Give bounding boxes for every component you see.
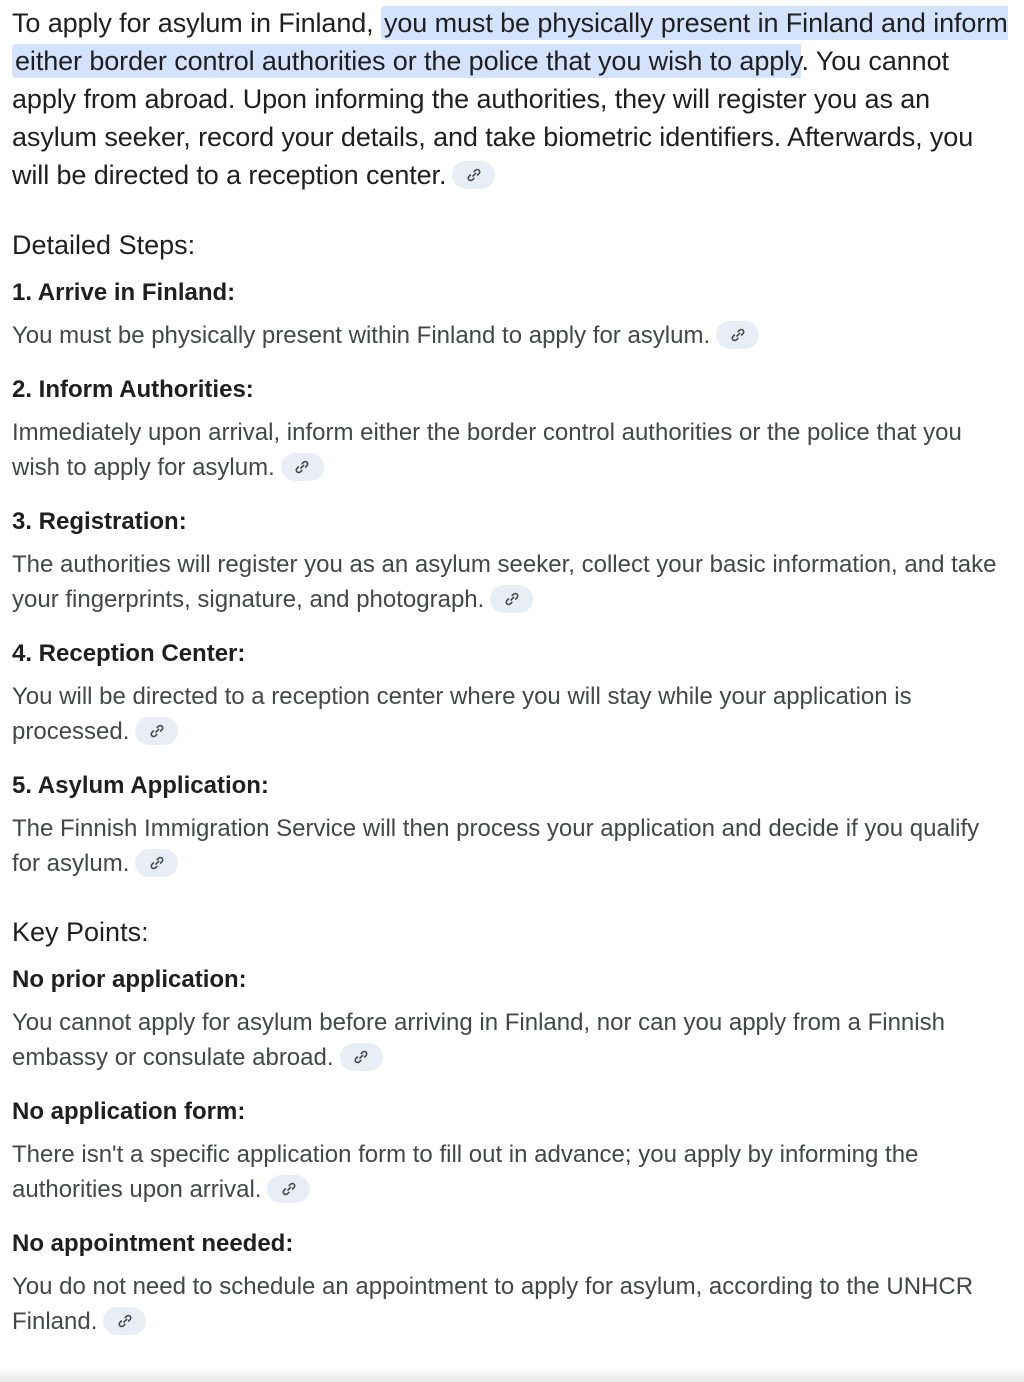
intro-paragraph	[12, 0, 1012, 194]
link-icon	[294, 459, 310, 475]
source-link-chip[interactable]	[267, 1175, 310, 1203]
step-item	[12, 278, 1012, 353]
step-title: 4. Reception Center:	[12, 640, 246, 667]
step-title: 2. Inform Authorities:	[12, 376, 254, 403]
key-point-item	[12, 1229, 1012, 1339]
source-link-chip[interactable]	[716, 321, 759, 349]
key-point-description	[12, 1269, 1012, 1339]
link-icon	[730, 327, 746, 343]
key-point-description	[12, 1137, 1012, 1207]
step-item	[12, 375, 1012, 485]
key-point-title: No prior application:	[12, 966, 247, 993]
key-point-title: No appointment needed:	[12, 1230, 294, 1257]
step-text: The Finnish Immigration Service will then process your application and decide if you qualify for asylum.	[12, 815, 980, 877]
intro-text-before: To apply for asylum in Finland,	[12, 8, 381, 38]
link-icon	[353, 1049, 369, 1065]
key-points-heading: Key Points:	[12, 917, 149, 947]
link-icon	[281, 1181, 297, 1197]
source-link-chip[interactable]	[135, 849, 178, 877]
step-item	[12, 507, 1012, 617]
step-title: 5. Asylum Application:	[12, 772, 269, 799]
step-text: You will be directed to a reception center where you will stay while your application is processed.	[12, 683, 912, 745]
source-link-chip[interactable]	[103, 1307, 146, 1335]
link-icon	[149, 855, 165, 871]
step-text: Immediately upon arrival, inform either the border control authorities or the police that you wish to apply for asylum.	[12, 419, 962, 481]
step-description	[12, 811, 1012, 881]
key-point-item	[12, 1097, 1012, 1207]
intro-text-after: . You cannot apply from abroad. Upon informing the authorities, they will register you as an asylum seeker, record your details, and take biometric identifiers. Afterwards, you will be directed to a reception center.	[12, 46, 974, 190]
key-point-description	[12, 1005, 1012, 1075]
source-link-chip[interactable]	[490, 585, 533, 613]
step-description	[12, 318, 1012, 353]
intro-highlighted-text[interactable]: you must be physically present in Finland and inform either border control authorities or the police that you wish to apply	[12, 6, 1008, 78]
source-link-chip[interactable]	[340, 1043, 383, 1071]
step-description	[12, 547, 1012, 617]
link-icon	[466, 167, 482, 183]
key-point-text: You do not need to schedule an appointment to apply for asylum, according to the UNHCR Finland.	[12, 1273, 974, 1335]
source-link-chip[interactable]	[135, 717, 178, 745]
step-item	[12, 771, 1012, 881]
link-icon	[504, 591, 520, 607]
key-point-title: No application form:	[12, 1098, 246, 1125]
link-icon	[149, 723, 165, 739]
step-text: The authorities will register you as an asylum seeker, collect your basic information, and take your fingerprints, signature, and photograph.	[12, 551, 997, 613]
step-title: 1. Arrive in Finland:	[12, 279, 236, 306]
link-icon	[117, 1313, 133, 1329]
step-description	[12, 415, 1012, 485]
key-point-text: There isn't a specific application form to fill out in advance; you apply by informing the authorities upon arrival.	[12, 1141, 919, 1203]
detailed-steps-heading: Detailed Steps:	[12, 230, 196, 260]
source-link-chip[interactable]	[452, 161, 495, 189]
step-title: 3. Registration:	[12, 508, 187, 535]
step-description	[12, 679, 1012, 749]
key-point-item	[12, 965, 1012, 1075]
key-point-text: You cannot apply for asylum before arriving in Finland, nor can you apply from a Finnish embassy or consulate abroad.	[12, 1009, 945, 1071]
step-item	[12, 639, 1012, 749]
step-text: You must be physically present within Finland to apply for asylum.	[12, 322, 711, 349]
source-link-chip[interactable]	[281, 453, 324, 481]
bottom-scroll-fade	[0, 1368, 1024, 1382]
